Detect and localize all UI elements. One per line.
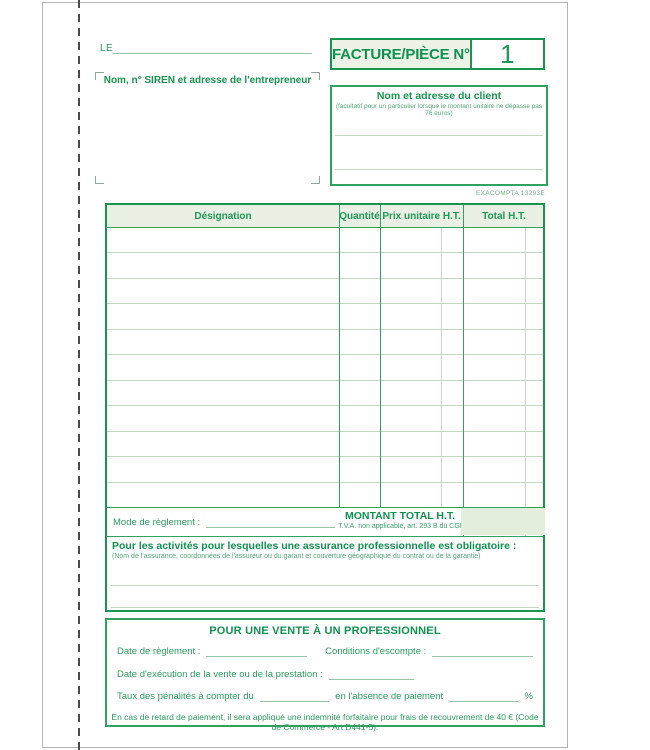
penalties-mid-label: en l'absence de paiement	[335, 691, 444, 702]
invoice-date-field	[100, 42, 312, 54]
execution-date-row	[117, 669, 533, 680]
insurance-ruled-line[interactable]	[111, 607, 539, 608]
payment-date-blank-line[interactable]	[206, 646, 307, 657]
column-header-quantite: Quantité	[339, 211, 380, 222]
vat-exemption-note: T.V.A. non applicable, art. 293 B du CGI	[338, 523, 462, 530]
corner-bracket-icon	[311, 176, 320, 184]
date-prefix-label: LE	[100, 43, 114, 54]
late-payment-note: En cas de retard de paiement, il sera appliqué une indemnité forfaitaire pour frais de recouvrement de 40 € (Code de Commerce - Art D441-5).	[111, 712, 539, 732]
table-body	[107, 228, 543, 507]
table-row[interactable]	[107, 228, 543, 253]
payment-mode-blank-line[interactable]	[206, 516, 335, 528]
penalties-label: Taux des pénalités à compter du	[117, 691, 254, 702]
total-label: MONTANT TOTAL H.T.	[344, 510, 456, 522]
discount-blank-line[interactable]	[432, 646, 533, 657]
column-header-prix-unitaire: Prix unitaire H.T.	[382, 211, 461, 222]
table-row[interactable]	[107, 355, 543, 380]
column-line	[463, 205, 464, 537]
invoice-number: 1	[470, 40, 543, 68]
table-row[interactable]	[107, 279, 543, 304]
items-table	[105, 203, 545, 612]
payment-mode-label: Mode de règlement :	[113, 517, 201, 528]
payment-date-row	[117, 646, 533, 657]
client-address-box[interactable]	[330, 85, 548, 186]
insurance-ruled-line[interactable]	[111, 585, 539, 586]
client-ruled-line	[335, 135, 543, 136]
total-label-block	[337, 510, 463, 530]
table-row[interactable]	[107, 457, 543, 482]
insurance-section	[107, 537, 543, 610]
professional-sale-box	[105, 618, 545, 732]
execution-date-blank-line[interactable]	[329, 669, 414, 680]
column-header-total: Total H.T.	[482, 211, 526, 222]
execution-date-label: Date d'exécution de la vente ou de la prestation :	[117, 669, 323, 680]
corner-bracket-icon	[95, 176, 104, 184]
discount-label: Conditions d'escompte :	[325, 646, 427, 657]
table-row[interactable]	[107, 381, 543, 406]
table-row[interactable]	[107, 304, 543, 329]
column-line	[339, 205, 340, 507]
entrepreneur-address-zone[interactable]	[95, 72, 320, 184]
items-table-header	[107, 205, 543, 228]
table-row[interactable]	[107, 483, 543, 507]
penalties-row	[117, 691, 533, 702]
entrepreneur-zone-label: Nom, n° SIREN et adresse de l'entrepreneur	[103, 75, 312, 86]
table-row[interactable]	[107, 330, 543, 355]
column-line	[380, 205, 381, 507]
total-amount-cell[interactable]	[461, 508, 545, 535]
client-ruled-line	[335, 169, 543, 170]
penalties-date-blank-line[interactable]	[260, 691, 329, 702]
table-row[interactable]	[107, 432, 543, 457]
invoice-title-box	[330, 38, 545, 70]
perforation-dashed-line	[78, 0, 80, 750]
payment-date-label: Date de règlement :	[117, 646, 201, 657]
column-header-designation: Désignation	[194, 211, 252, 222]
cents-divider-line	[525, 228, 526, 537]
insurance-note: (Nom de l'assurance, coordonnées de l'assureur ou du garant et couverture géographique du contrat ou de la garantie)	[112, 553, 481, 560]
table-row[interactable]	[107, 253, 543, 278]
penalties-rate-blank-line[interactable]	[449, 691, 518, 702]
cents-divider-line	[441, 228, 442, 507]
percent-sign: %	[524, 691, 533, 702]
total-row	[107, 507, 543, 537]
payment-mode-field	[113, 516, 335, 528]
client-box-title: Nom et adresse du client	[376, 90, 502, 102]
date-blank-line[interactable]	[113, 42, 312, 54]
professional-sale-title: POUR UNE VENTE À UN PROFESSIONNEL	[209, 625, 441, 637]
table-row[interactable]	[107, 406, 543, 431]
client-box-subtitle: (facultatif pour un particulier lorsque le montant unitaire ne dépasse pas 76 euros)	[335, 103, 543, 117]
insurance-heading: Pour les activités pour lesquelles une assurance professionnelle est obligatoire :	[112, 540, 517, 552]
brand-reference: EXACOMPTA 13293E	[476, 190, 545, 197]
invoice-title-label: FACTURE/PIÈCE N°	[332, 45, 470, 63]
